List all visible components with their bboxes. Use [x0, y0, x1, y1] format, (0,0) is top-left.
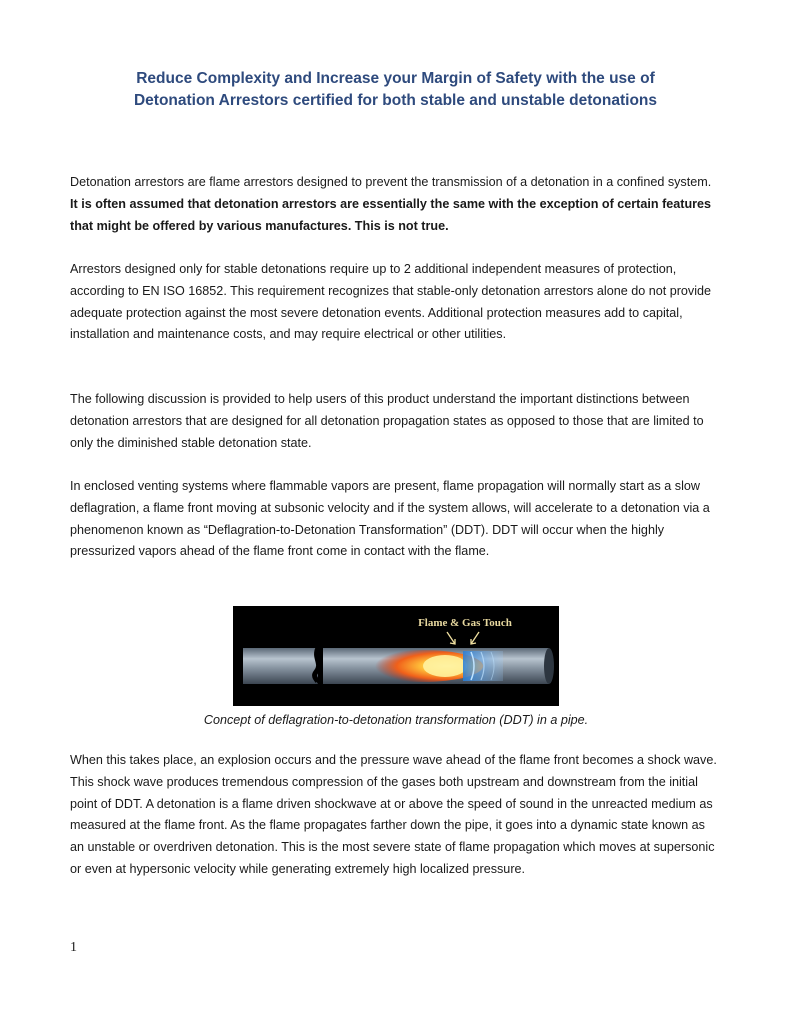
paragraph-intro-bold: It is often assumed that detonation arrestors are essentially the same with the exception of certain features that might be offered by various manufactures. This is not true.: [70, 196, 712, 233]
page-number: 1: [70, 940, 77, 955]
figure-caption: Concept of deflagration-to-detonation transformation (DDT) in a pipe.: [203, 713, 589, 727]
paragraph-stable-only: Arrestors designed only for stable detonations require up to 2 additional independent measures of protection, according to EN ISO 16852. This requirement recognizes that stable-only detonation arrestors alone do not provide adequate protection against the most severe detonation events. Additional protection measures add to capital, installation and maintenance costs, and may require electrical or other utilities.: [70, 262, 712, 342]
paragraph-ddt: In enclosed venting systems where flammable vapors are present, flame propagation will normally start as a slow deflagration, a flame front moving at subsonic velocity and if the system allows, will accelerate to a detonation via a phenomenon known as “Deflagration-to-Detonation Transformation” (DDT). DDT will occur when the highly pressurized vapors ahead of the flame front come in contact with the flame.: [70, 479, 710, 559]
paragraph-intro-text: Detonation arrestors are flame arrestors designed to prevent the transmission of a detonation in a confined system.: [70, 175, 712, 189]
title-line-2: Detonation Arrestors certified for both stable and unstable detonations: [133, 92, 658, 109]
paragraph-shock-wave: When this takes place, an explosion occurs and the pressure wave ahead of the flame front becomes a shock wave. This shock wave produces tremendous compression of the gases both upstream and downstream from the initial point of DDT. A detonation is a flame driven shockwave at or above the speed of sound in the unreacted medium as measured at the flame front. As the flame propagates farther down the pipe, it goes into a dynamic state known as an unstable or overdriven detonation. This is the most severe state of flame propagation which moves at supersonic or even at hypersonic velocity while generating extremely high localized pressure.: [70, 753, 717, 876]
paragraph-intro: [70, 172, 722, 237]
pressure-wave-shape: [463, 651, 503, 681]
document-title: [60, 68, 731, 112]
paragraph-discussion: The following discussion is provided to help users of this product understand the important distinctions between detonation arrestors that are designed for all detonation propagation states as opposed to those that are limited to only the diminished stable detonation state.: [70, 392, 704, 450]
figure-label: Flame & Gas Touch: [418, 617, 512, 629]
title-line-1: Reduce Complexity and Increase your Margin of Safety with the use of: [136, 70, 655, 87]
ddt-pipe-illustration: [233, 606, 559, 706]
ddt-pipe-figure: [233, 606, 559, 706]
